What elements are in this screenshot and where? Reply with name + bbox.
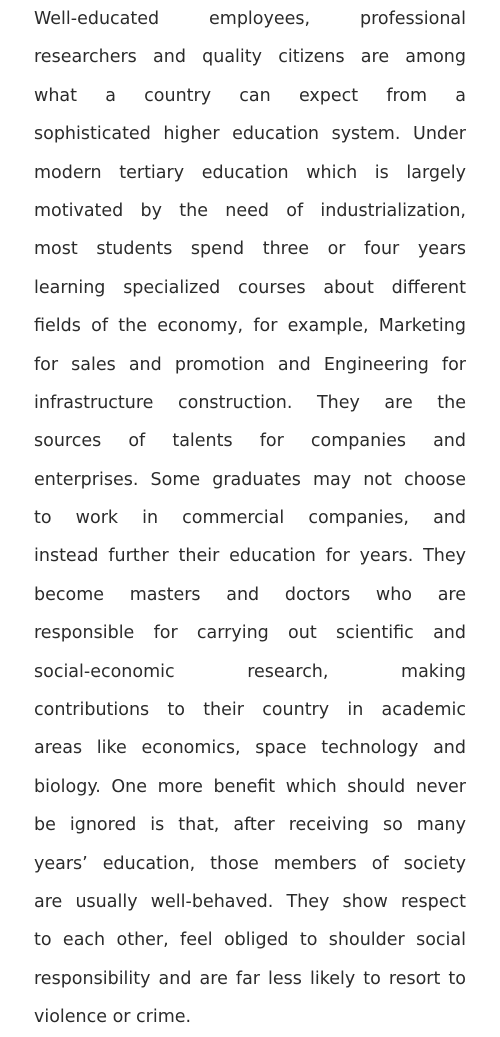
text-line: researchers and quality citizens are among — [34, 47, 466, 68]
text-line: responsible for carrying out scientific and — [34, 623, 466, 644]
text-line: responsibility and are far less likely to resort to — [34, 968, 466, 989]
text-line: contributions to their country in academic — [34, 700, 466, 721]
text-line: Well-educated employees, professional — [34, 9, 466, 29]
text-line: most students spend three or four years — [34, 239, 466, 260]
text-line: social-economic research, making — [34, 661, 466, 682]
text-line: enterprises. Some graduates may not choose — [34, 469, 466, 490]
text-line: biology. One more benefit which should never — [34, 776, 466, 797]
essay-paragraph — [34, 0, 466, 1037]
text-line: areas like economics, space technology and — [34, 738, 466, 759]
text-line: be ignored is that, after receiving so many — [34, 815, 466, 836]
text-line: motivated by the need of industrialization, — [34, 200, 466, 221]
text-line: what a country can expect from a — [34, 85, 466, 106]
text-line: to each other, feel obliged to shoulder social — [34, 930, 466, 951]
text-line: sources of talents for companies and — [34, 431, 466, 452]
text-line: are usually well-behaved. They show respect — [34, 891, 466, 912]
text-line: fields of the economy, for example, Marketing — [34, 316, 466, 337]
text-line: to work in commercial companies, and — [34, 508, 466, 529]
text-line: violence or crime. — [34, 1007, 192, 1028]
text-line: years’ education, those members of society — [34, 853, 466, 874]
text-line: modern tertiary education which is largely — [34, 162, 466, 183]
text-line: sophisticated higher education system. Under — [34, 124, 466, 145]
text-line: instead further their education for years. They — [34, 546, 466, 567]
text-line: learning specialized courses about different — [34, 277, 466, 298]
text-line: infrastructure construction. They are the — [34, 392, 466, 413]
text-line: for sales and promotion and Engineering for — [34, 354, 466, 375]
text-line: become masters and doctors who are — [34, 584, 466, 605]
